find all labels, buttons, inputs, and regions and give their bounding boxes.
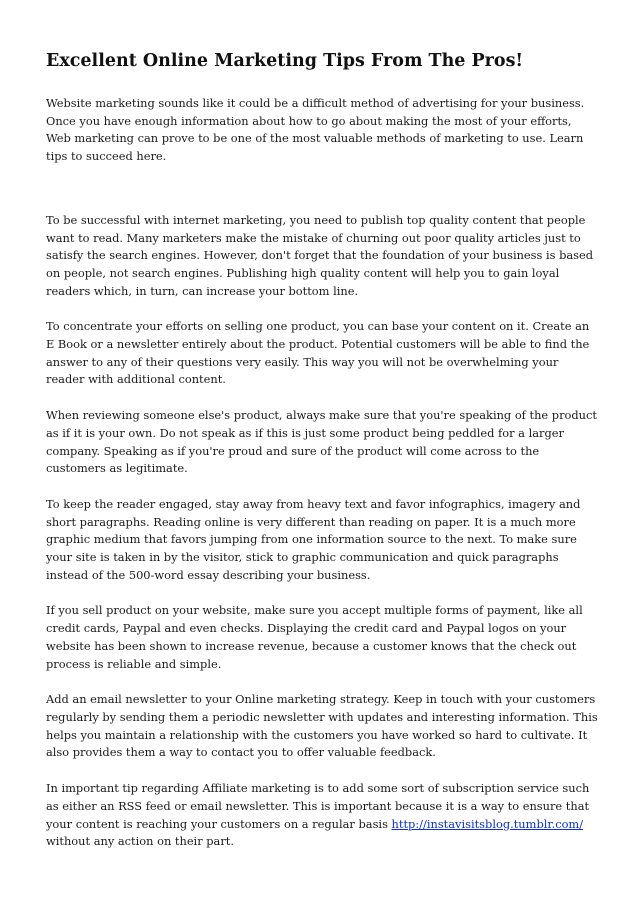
blog-link[interactable]: http://instavisitsblog.tumblr.com/ (391, 816, 584, 831)
body-paragraph: When reviewing someone else's product, always make sure that you're speaking of the product as if it is your own. Do not speak as if this is just some product being peddled for a larger company. Speaking as if you're proud and sure of the product will come across to the customers as legitimate. (46, 408, 597, 476)
body-paragraph: To be successful with internet marketing, you need to publish top quality content that people want to read. Many marketers make the mistake of churning out poor quality articles just to satisfy the search engines. However, don't forget that the foundation of your business is based on people, not search engines. Publishing high quality content will help you to gain loyal readers which, in turn, can increase your bottom line. (46, 212, 594, 298)
page-title: Excellent Online Marketing Tips From The Pros! (46, 51, 524, 71)
final-paragraph-tail: without any action on their part. (46, 834, 234, 849)
body-paragraph: To keep the reader engaged, stay away from heavy text and favor infographics, imagery and short paragraphs. Reading online is very different than reading on paper. It is a much more graphic medium that favors jumping from one information source to the next. To make sure your site is taken in by the visitor, stick to graphic communication and quick paragraphs instead of the 500-word essay describing your business. (46, 496, 581, 582)
intro-paragraph: Website marketing sounds like it could be a difficult method of advertising for your business. Once you have enough information about how to go about making the most of your efforts, Web marketing can prove to be one of the most valuable methods of marketing to use. Learn tips to succeed here. (46, 96, 585, 164)
final-paragraph (46, 780, 598, 851)
body-paragraph: To concentrate your efforts on selling one product, you can base your content on it. Create an E Book or a newsletter entirely about the product. Potential customers will be able to find the answer to any of their questions very easily. This way you will not be overwhelming your reader with additional content. (46, 319, 590, 387)
final-paragraph-text: In important tip regarding Affiliate marketing is to add some sort of subscription service such as either an RSS feed or email newsletter. This is important because it is a way to ensure that your content is reaching your customers on a regular basis (46, 781, 590, 831)
body-paragraph: Add an email newsletter to your Online marketing strategy. Keep in touch with your customers regularly by sending them a periodic newsletter with updates and interesting information. This helps you maintain a relationship with the customers you have worked so hard to cultivate. It also provides them a way to contact you to offer valuable feedback. (46, 692, 598, 760)
body-paragraph: If you sell product on your website, make sure you accept multiple forms of payment, like all credit cards, Paypal and even checks. Displaying the credit card and Paypal logos on your website has been shown to increase revenue, because a customer knows that the check out process is reliable and simple. (46, 603, 583, 671)
